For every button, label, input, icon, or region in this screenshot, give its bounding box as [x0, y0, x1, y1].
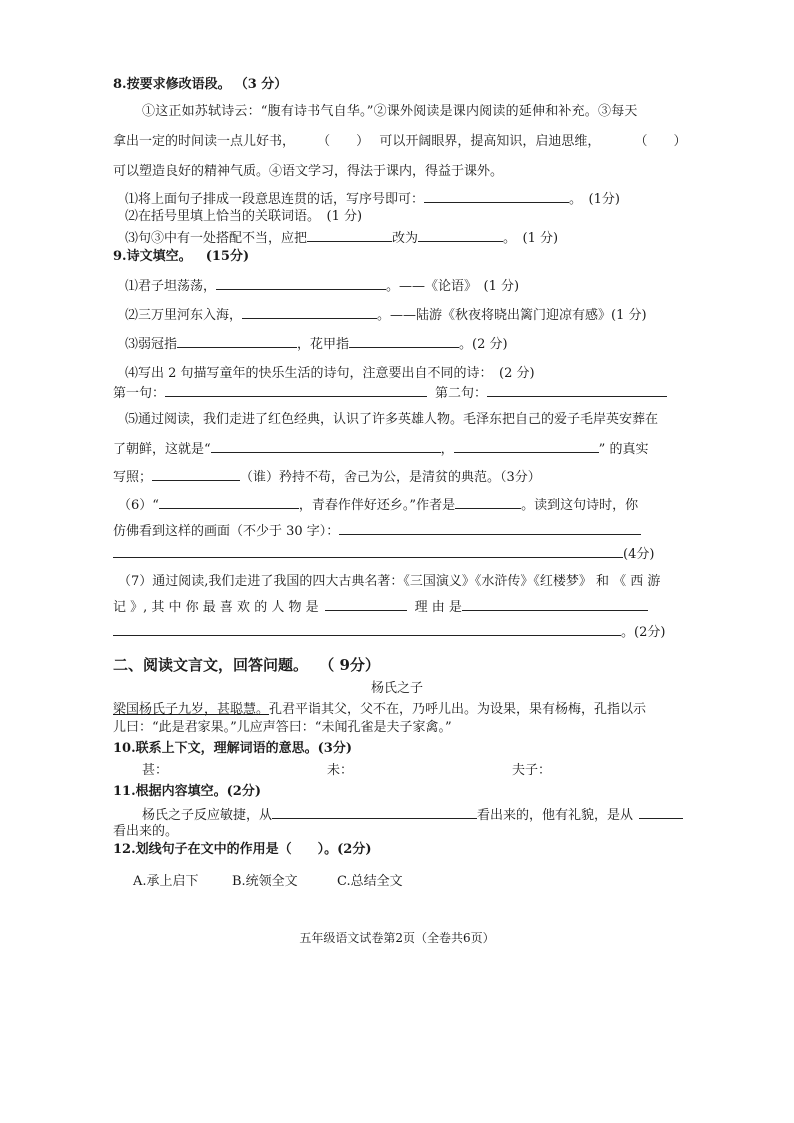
q9-sub6-text-b: ，青春作伴好还乡。”作者是 — [298, 498, 456, 513]
q9-sub5-line2 — [113, 440, 648, 459]
q8-passage-line1: ①这正如苏轼诗云：“腹有诗书气自华。”②课外阅读是课内阅读的延伸和补充。③每天 — [142, 104, 638, 119]
q11-answer-line-1[interactable] — [272, 806, 477, 819]
q9-sub6-text-a: （6）“ — [118, 498, 159, 513]
q9-sub5-text-c: ” 的真实 — [598, 442, 649, 457]
q12-score: (2分) — [337, 842, 372, 857]
q9-sub7-answer-line-1[interactable] — [325, 598, 407, 611]
passage-line2: 儿曰：“此是君家果。”儿应声答曰：“未闻孔雀是夫子家禽。” — [113, 720, 452, 735]
q9-sub3-text-a: ⑶弱冠指 — [125, 337, 178, 352]
passage-line1-rest: 孔君平诣其父，父不在，乃呼儿出。为设果，果有杨梅，孔指以示 — [269, 702, 647, 717]
section2-score: （ 9分） — [319, 656, 380, 674]
q11-score: (2分) — [226, 784, 261, 799]
q9-sub7-line3 — [113, 623, 665, 642]
q8-sub3-mid: 改为 — [392, 231, 419, 246]
q11-line2: 看出来的。 — [113, 824, 179, 839]
q10-title: 10.联系上下文，理解词语的意思。 — [113, 741, 318, 756]
q8-score: （3 分） — [234, 77, 288, 92]
passage-title: 杨氏之子 — [370, 681, 423, 696]
q9-sub6-prompt: 仿佛看到这样的画面（不少于 30 字）： — [113, 524, 340, 539]
q8-passage-text-a: 拿出一定的时间读一点儿好书， — [113, 134, 296, 149]
q8-bracket-1: （ ） — [317, 134, 370, 149]
q9-sub4-second-label: 第二句： — [435, 386, 488, 401]
q9-sub3-answer-line-1[interactable] — [177, 335, 297, 348]
q8-passage-text-c: 可以开阔眼界，提高知识，启迪思维， — [379, 134, 601, 149]
q8-bracket-2: （ ） — [634, 134, 687, 149]
q12-option-c[interactable]: C.总结全文 — [337, 874, 403, 889]
q9-sub1-text: ⑴君子坦荡荡， — [125, 279, 217, 294]
page-footer: 五年级语文试卷第2页（全卷共6页） — [299, 931, 495, 945]
q9-sub5-answer-line-2[interactable] — [454, 440, 599, 453]
q9-sub5-answer-line-1[interactable] — [211, 440, 441, 453]
q9-sub2 — [125, 306, 647, 325]
q9-sub5-answer-line-3[interactable] — [152, 468, 240, 481]
section2-title: 二、阅读文言文，回答问题。 — [113, 656, 309, 674]
q9-sub2-text: ⑵三万里河东入海， — [125, 308, 243, 323]
q9-sub5-comma: ， — [440, 442, 454, 457]
q9-sub1-source: 。——《论语》 (1 分) — [386, 279, 520, 294]
q9-sub4: ⑷写出 2 句描写童年的快乐生活的诗句，注意要出自不同的诗： (2 分) — [125, 366, 535, 381]
q9-sub5-line3 — [113, 468, 541, 487]
q8-sub1-score: 。 (1分) — [569, 192, 620, 207]
q10-word-3: 夫子： — [512, 763, 552, 778]
q9-sub2-answer-line[interactable] — [242, 306, 377, 319]
q11-line1 — [142, 806, 683, 825]
q9-sub3-score: 。(2 分) — [459, 337, 508, 352]
q8-passage-line2 — [113, 133, 686, 151]
q8-sub3-score: 。 (1 分) — [503, 231, 559, 246]
q10-word-2: 未： — [327, 763, 354, 778]
q10-score: (3分) — [317, 741, 352, 756]
q9-sub6-answer-line-3[interactable] — [339, 522, 641, 535]
q8-sub3 — [125, 229, 558, 248]
q9-sub1 — [125, 277, 519, 296]
q9-sub6-text-c: 。读到这句诗时，你 — [521, 498, 639, 513]
q8-sub1 — [125, 190, 620, 209]
q8-sub2: ⑵在括号里填上恰当的关联词语。 (1 分) — [125, 209, 363, 224]
q9-sub3-text-b: ，花甲指 — [297, 337, 350, 352]
q12-option-b[interactable]: B.统领全文 — [232, 874, 298, 889]
passage-line1 — [113, 701, 646, 719]
q9-sub4-first-line[interactable] — [165, 384, 427, 397]
q9-sub5-text-d: 写照； — [113, 470, 153, 485]
q8-sub1-answer-line[interactable] — [424, 190, 569, 203]
q9-sub7-line2 — [113, 598, 648, 617]
q11-text-b: 看出来的，他有礼貌，是从 — [477, 808, 634, 823]
q9-sub3 — [125, 335, 508, 354]
q11-heading — [113, 783, 261, 801]
q9-score: (15分) — [205, 249, 250, 264]
q9-sub7-score: 。(2分) — [621, 625, 666, 640]
q9-sub1-answer-line[interactable] — [216, 277, 386, 290]
q9-sub6-score: (4分) — [623, 547, 655, 562]
q8-sub1-text: ⑴将上面句子排成一段意思连贯的话，写序号即可： — [125, 192, 425, 207]
q9-sub5-text-e: （谁）矜持不苟，舍己为公，是清贫的典范。（3分） — [240, 470, 541, 485]
q8-passage-line3: 可以塑造良好的精神气质。④语文学习，得法于课内，得益于课外。 — [113, 164, 504, 179]
q9-sub7-answer-line-3[interactable] — [113, 623, 621, 636]
q9-sub5-text-a: 了朝鲜，这就是“ — [113, 442, 211, 457]
q9-sub2-source: 。——陆游《秋夜将晓出篱门迎凉有感》(1 分) — [377, 308, 647, 323]
q9-sub3-answer-line-2[interactable] — [349, 335, 459, 348]
q11-text-a: 杨氏之子反应敏捷，从 — [142, 808, 273, 823]
q8-sub3-answer-line-2[interactable] — [418, 229, 503, 242]
q9-heading — [113, 248, 249, 266]
q11-answer-line-2[interactable] — [639, 806, 683, 819]
q9-sub7-text-a: 记 》, 其 中 你 最 喜 欢 的 人 物 是 — [113, 600, 319, 615]
q12-heading — [113, 841, 371, 859]
q9-sub6-answer-line-2[interactable] — [455, 496, 521, 509]
underlined-sentence: 梁国杨氏子九岁，甚聪慧。 — [113, 702, 270, 717]
q9-sub7-line1: （7）通过阅读,我们走进了我国的四大古典名著：《三国演义》《水浒传》《红楼梦》 和 《 西 游 — [118, 574, 661, 589]
q9-sub6-line3 — [113, 545, 654, 564]
q9-sub6-answer-line-4[interactable] — [113, 545, 623, 558]
q9-sub6-answer-line-1[interactable] — [159, 496, 299, 509]
q9-sub5-line1: ⑸通过阅读，我们走进了红色经典，认识了许多英雄人物。毛泽东把自己的爱子毛岸英安葬在 — [125, 412, 659, 427]
q9-sub4-first-label: 第一句： — [113, 386, 166, 401]
q10-heading — [113, 740, 352, 758]
q8-sub3-text: ⑶句③中有一处搭配不当，应把 — [125, 231, 308, 246]
q9-sub4-answers — [113, 384, 667, 403]
q9-sub7-answer-line-2[interactable] — [462, 598, 648, 611]
q9-sub6-line1 — [118, 496, 638, 515]
q9-sub4-second-line[interactable] — [487, 384, 667, 397]
q9-sub6-line2 — [113, 522, 641, 541]
q8-sub3-answer-line-1[interactable] — [307, 229, 392, 242]
q9-sub7-text-b: 理 由 是 — [414, 600, 462, 615]
q8-heading — [113, 76, 287, 94]
q9-title: 9.诗文填空。 — [113, 249, 192, 264]
q12-option-a[interactable]: A.承上启下 — [133, 874, 199, 889]
section2-heading — [113, 656, 380, 674]
q12-title: 12.划线句子在文中的作用是（ ）。 — [113, 842, 338, 857]
q10-word-1: 甚： — [142, 763, 169, 778]
q11-title: 11.根据内容填空。 — [113, 784, 227, 799]
q8-title: 8.按要求修改语段。 — [113, 77, 231, 92]
